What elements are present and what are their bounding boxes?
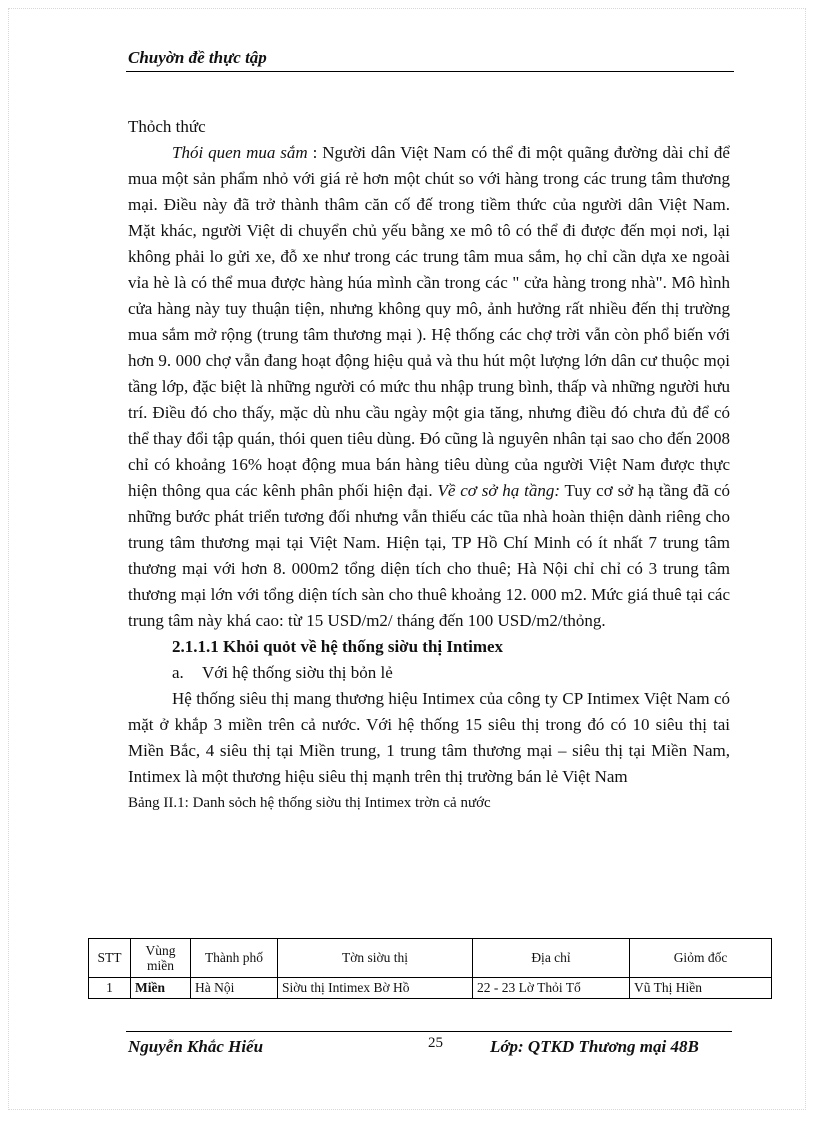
italic-lead-infrastructure: Về cơ sở hạ tầng: [437, 481, 560, 500]
subheading [128, 660, 730, 686]
header-rule [126, 71, 734, 72]
header-store-name: Tờn siờu thị [278, 939, 473, 978]
italic-lead-habit: Thói quen mua sắm [172, 143, 308, 162]
subheading-label: a. [172, 663, 184, 682]
cell-store-name: Siờu thị Intimex Bờ Hồ [278, 978, 473, 999]
footer-rule [126, 1031, 732, 1032]
header-title: Chuyờn đề thực tập [128, 48, 267, 67]
table-row [89, 978, 772, 999]
header-address: Địa chỉ [473, 939, 630, 978]
cell-region: Miền [131, 978, 191, 999]
paragraph-challenges [128, 140, 730, 634]
footer-class: Lớp: QTKD Thương mại 48B [490, 1037, 699, 1056]
supermarket-table [88, 938, 772, 999]
cell-city: Hà Nội [191, 978, 278, 999]
footer-author: Nguyễn Khắc Hiếu [128, 1037, 264, 1056]
section-heading: 2.1.1.1 Khỏi quỏt về hệ thống siờu thị Intimex [172, 637, 504, 656]
body-text [128, 114, 730, 816]
table-header-row [89, 939, 772, 978]
table-caption: Bảng II.1: Danh sỏch hệ thống siờu thị Intimex trờn cả nước [128, 795, 491, 811]
header-city: Thành phố [191, 939, 278, 978]
paragraph-intimex: Hệ thống siêu thị mang thương hiệu Intimex của công ty CP Intimex Việt Nam có mặt ở khắp 3 miền trên cả nước. Với hệ thống 15 siêu thị trong đó có 10 siêu thị tai Miền Bắc, 4 siêu thị tại Miền trung, 1 trung tâm thương mại – siêu thị tại Miền Nam, Intimex là một thương hiệu siêu thị mạnh trên thị trường bán lẻ Việt Nam [128, 689, 730, 786]
page-number: 25 [428, 1035, 443, 1051]
cell-stt: 1 [89, 978, 131, 999]
paragraph-text-2: Tuy cơ sở hạ tầng đã có những bước phát triển tương đối nhưng vẫn thiếu các tũa nhà hoàn thiện dành riêng cho trung tâm thương mại tại Việt Nam. Hiện tại, TP Hồ Chí Minh có ít nhất 7 trung tâm thương mại với hơn 8. 000m2 tổng diện tích cho thuê; Hà Nội chỉ chỉ có 3 trung tâm thương mại lớn với tổng diện tích sàn cho thuê khoảng 12. 000 m2. Mức giá thuê tại các trung tâm này khá cao: từ 15 USD/m2/ tháng đến 100 USD/m2/thỏng. [128, 481, 730, 630]
subheading-text: Với hệ thống siờu thị bỏn lẻ [202, 663, 393, 682]
section-label: Thỏch thức [128, 117, 206, 136]
header-manager: Giỏm đốc [630, 939, 772, 978]
cell-address: 22 - 23 Lờ Thỏi Tổ [473, 978, 630, 999]
paragraph-text: : Người dân Việt Nam có thể đi một quãng đường dài chỉ để mua một sản phẩm nhỏ với giá rẻ hơn một chút so với hàng trong các trung tâm thương mại. Điều này đã trở thành thâm căn cố đế trong tiềm thức của người dân Việt Nam. Mặt khác, người Việt di chuyển chủ yếu bằng xe mô tô có thể đi được đến mọi nơi, lại không phải lo gửi xe, đỗ xe như trong các trung tâm mua sắm, họ chỉ cần dựa xe ngoài vỉa hè là có thể mua được hàng húa mình cần trong các " cửa hàng trong nhà". Mô hình cửa hàng này tuy thuận tiện, nhưng không quy mô, ảnh hưởng rất nhiều đến thị trường mua sắm mở rộng (trung tâm thương mại ). Hệ thống các chợ trời vẫn còn phổ biến với hơn 9. 000 chợ vẫn đang hoạt động hiệu quả và thu hút một lượng lớn dân cư thuộc mọi tầng lớp, đặc biệt là những người có mức thu nhập trung bình, thấp và những người hưu trí. Điều đó cho thấy, mặc dù nhu cầu ngày một gia tăng, nhưng điều đó chưa đủ để có thể thay đổi tập quán, thói quen tiêu dùng. Đó cũng là nguyên nhân tại sao cho đến 2008 chỉ có khoảng 16% hoạt động mua bán hàng tiêu dùng của người Việt Nam được thực hiện thông qua các kênh phân phối hiện đại. [128, 143, 730, 500]
header-region: Vùng miền [131, 939, 191, 978]
header-stt: STT [89, 939, 131, 978]
cell-manager: Vũ Thị Hiền [630, 978, 772, 999]
